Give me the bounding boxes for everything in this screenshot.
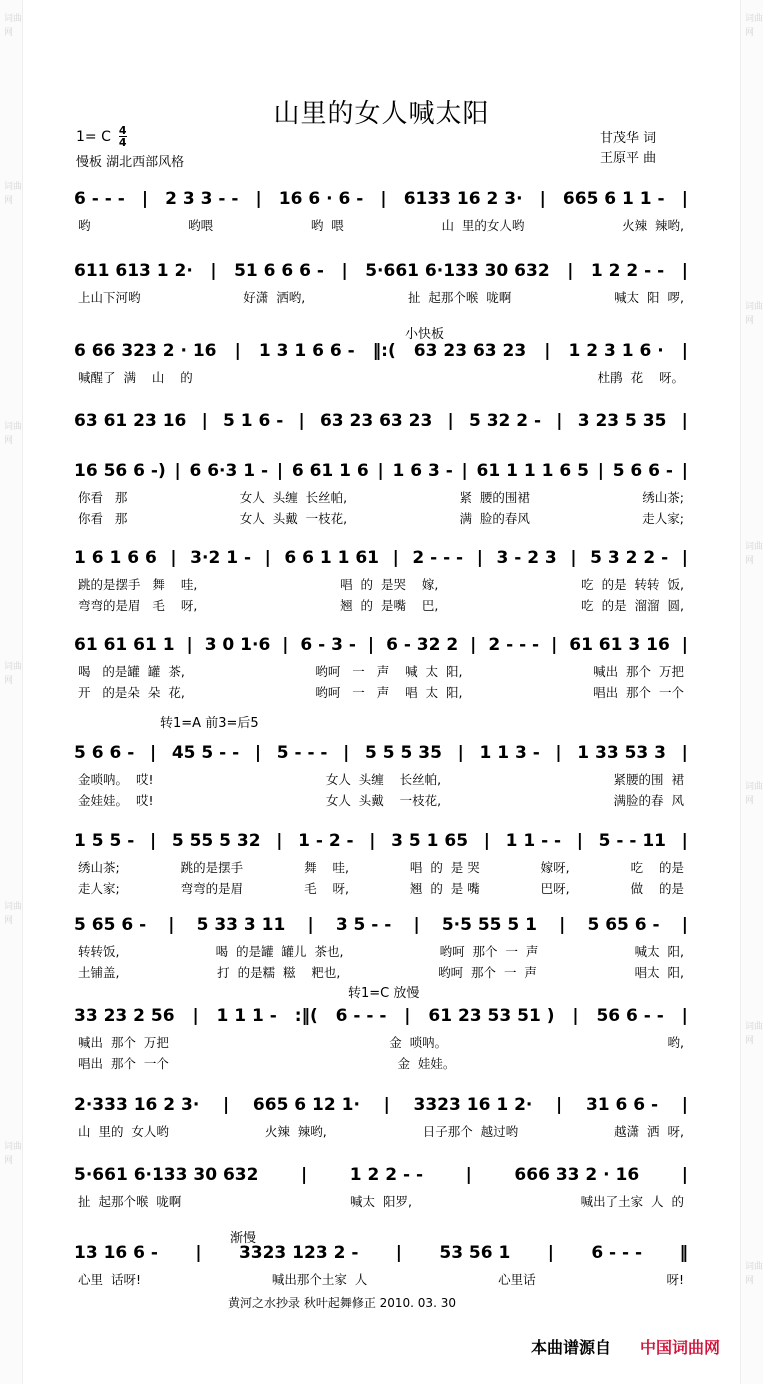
measure: 5 - - 11 [598, 831, 667, 851]
barline: | [681, 461, 688, 481]
measure: 5 55 5 32 [171, 831, 261, 851]
barline: | [307, 915, 314, 935]
lyricist: 甘茂华 词 [600, 131, 657, 146]
lyric-phrase: 哟 [78, 218, 91, 233]
measure: 3323 16 1 2· [413, 1095, 533, 1115]
measure: 666 33 2 · 16 [514, 1165, 640, 1185]
key-signature [76, 125, 127, 148]
measure: 5 6 6 - [74, 743, 135, 763]
measure: 3 5 - - [335, 915, 392, 935]
lyric-phrase: 火辣 辣哟, [622, 218, 684, 233]
lyric-phrase: 满 脸的春风 [459, 511, 530, 526]
measure: 1 2 2 - - [590, 261, 665, 281]
measure: 13 16 6 - [74, 1243, 158, 1263]
barline: | [461, 461, 468, 481]
right-watermark-strip [740, 0, 763, 1384]
barline: | [576, 831, 583, 851]
notation-row [74, 1162, 688, 1188]
score-system-6 [74, 545, 688, 615]
barline: | [597, 461, 604, 481]
lyric-phrase: 弯弯的是眉 [180, 881, 244, 896]
measure: 1 1 1 - [216, 1006, 277, 1026]
measure: 33 23 2 56 [74, 1006, 175, 1026]
measure: 3 23 5 35 [577, 411, 667, 431]
measure: 56 6 - - [596, 1006, 664, 1026]
barline: | [404, 1006, 411, 1026]
barline: | [149, 831, 157, 851]
lyric-phrase: 跳的是摆手 [180, 860, 244, 875]
measure: 665 6 12 1· [252, 1095, 360, 1115]
barline: | [264, 548, 271, 568]
lyric-phrase: 女人 头缠 长丝帕, [325, 772, 442, 787]
lyric-phrase: 土铺盖, [78, 965, 120, 980]
barline: | [551, 635, 558, 655]
notation-row [74, 338, 688, 364]
notation-row [74, 828, 688, 854]
site-name: 中国词曲网 [640, 1338, 721, 1357]
notation-row [74, 1240, 688, 1266]
lyrics-verse-2 [74, 596, 688, 614]
barline: | [301, 1165, 308, 1185]
barline: :‖( [294, 1006, 318, 1026]
barline: | [447, 411, 454, 431]
measure: 6 66 323 2 · 16 [74, 341, 217, 361]
lyric-phrase: 金娃娃。 哎! [78, 793, 154, 808]
measure: 6 6·3 1 - [189, 461, 269, 481]
barline: | [681, 341, 688, 361]
measure: 665 6 1 1 - [562, 189, 665, 209]
lyric-phrase: 哟呵 一 声 喊 太 阳, [315, 664, 463, 679]
measure: 5 65 6 - [74, 915, 147, 935]
barline: | [556, 1095, 563, 1115]
lyric-phrase: 翘 的 是 嘴 [409, 881, 480, 896]
watermark-5: 词曲网 [4, 902, 23, 926]
measure: 31 6 6 - [585, 1095, 659, 1115]
lyric-phrase: 毛 呀, [304, 881, 349, 896]
watermark-10: 词曲网 [745, 782, 763, 806]
measure: 1 6 3 - [392, 461, 453, 481]
lyric-phrase: 吃 的是 转转 饭, [581, 577, 684, 592]
barline: | [681, 189, 688, 209]
measure: 6 - 3 - [300, 635, 356, 655]
lyrics-verse-2 [74, 791, 688, 809]
barline: | [539, 189, 546, 209]
measure: 1 3 1 6 6 - [258, 341, 355, 361]
lyric-phrase: 日子那个 越过哟 [422, 1124, 519, 1139]
barline: | [223, 1095, 230, 1115]
lyric-phrase: 唱太 阳, [634, 965, 684, 980]
lyric-phrase: 开 的是朵 朵 花, [78, 685, 185, 700]
lyric-phrase: 跳的是摆手 舞 哇, [78, 577, 198, 592]
measure: 6133 16 2 3· [403, 189, 523, 209]
barline: | [570, 548, 577, 568]
barline: | [141, 189, 149, 209]
barline: | [681, 635, 688, 655]
measure: 6 6 1 1 61 [284, 548, 380, 568]
watermark-11: 词曲网 [745, 1022, 763, 1046]
barline: | [170, 548, 177, 568]
lyric-phrase: 越潇 洒 呀, [614, 1124, 684, 1139]
measure: 61 1 1 1 6 5 [476, 461, 589, 481]
measure: 63 23 63 23 [319, 411, 433, 431]
barline: | [367, 635, 375, 655]
notation-row [74, 1092, 688, 1118]
measure: 5 32 2 - [468, 411, 542, 431]
lyric-phrase: 火辣 辣哟, [264, 1124, 327, 1139]
measure: 3·2 1 - [190, 548, 252, 568]
tempo-change-1: 小快板 [405, 327, 445, 342]
measure: 1 6 1 6 6 [74, 548, 157, 568]
lyric-phrase: 转转饭, [78, 944, 120, 959]
notation-row [74, 545, 688, 571]
lyric-phrase: 喊太 阳罗, [350, 1194, 412, 1209]
measure: 5 - - - [276, 743, 328, 763]
lyric-phrase: 你看 那 [78, 511, 128, 526]
barline: | [343, 743, 350, 763]
lyric-phrase: 扯 起那个喉 咙啊 [78, 1194, 182, 1209]
lyrics-verse-1 [74, 575, 688, 593]
lyric-phrase: 喝 的是罐 罐 茶, [78, 664, 185, 679]
measure: 6 - 32 2 [386, 635, 459, 655]
lyric-phrase: 走人家; [78, 881, 120, 896]
lyric-phrase: 唱 的 是 哭 [409, 860, 480, 875]
watermark-7: 词曲网 [745, 14, 763, 38]
measure: 6 61 1 6 [291, 461, 369, 481]
lyric-phrase: 绣山茶; [78, 860, 120, 875]
barline: | [547, 1243, 554, 1263]
lyric-phrase: 绣山茶; [642, 490, 684, 505]
lyrics-verse-1 [74, 858, 688, 876]
lyric-phrase: 唱出 那个 一个 [78, 1056, 169, 1071]
watermark-9: 词曲网 [745, 542, 763, 566]
barline: | [282, 635, 289, 655]
barline: | [201, 411, 208, 431]
barline: | [559, 915, 566, 935]
notation-row [74, 912, 688, 938]
lyric-phrase: 心里 话呀! [78, 1272, 141, 1287]
barline: | [255, 189, 262, 209]
measure: 51 6 6 6 - [234, 261, 324, 281]
barline: | [174, 461, 181, 481]
score-system-7 [74, 632, 688, 702]
lyrics-verse-1 [74, 1192, 688, 1210]
barline: | [457, 743, 464, 763]
lyric-phrase: 打 的是糯 糍 粑也, [217, 965, 341, 980]
lyrics-verse-1 [74, 942, 688, 960]
measure: 1 1 - - [505, 831, 562, 851]
lyric-phrase: 唱 的 是哭 嫁, [340, 577, 439, 592]
transcriber-note: 黄河之水抄录 秋叶起舞修正 2010. 03. 30 [228, 1296, 456, 1310]
lyric-phrase: 呀! [666, 1272, 684, 1287]
lyric-phrase: 唱出 那个 一个 [593, 685, 684, 700]
barline: | [681, 411, 688, 431]
barline: | [681, 548, 688, 568]
score-system-9 [74, 828, 688, 898]
measure: 5·661 6·133 30 632 [74, 1165, 259, 1185]
barline: | [234, 341, 241, 361]
measure: 2 - - - [488, 635, 540, 655]
lyric-phrase: 喊出了土家 人 的 [580, 1194, 684, 1209]
measure: 2 3 3 - - [165, 189, 239, 209]
watermark-3: 词曲网 [4, 422, 23, 446]
source-label: 本曲谱源自 [531, 1338, 612, 1357]
measure: 5·5 55 5 1 [441, 915, 537, 935]
lyric-phrase: 哟呵 那个 一 声 [438, 965, 537, 980]
barline: | [392, 548, 399, 568]
barline: | [681, 1095, 688, 1115]
barline: | [395, 1243, 402, 1263]
measure: 1 33 53 3 [577, 743, 667, 763]
barline: | [681, 1165, 688, 1185]
lyric-phrase: 做 的是 [630, 881, 684, 896]
score-system-5 [74, 458, 688, 528]
measure: 16 6 · 6 - [278, 189, 364, 209]
lyric-phrase: 喊太 阳, [634, 944, 684, 959]
lyric-phrase: 喊太 阳 啰, [614, 290, 684, 305]
lyric-phrase: 哟呵 那个 一 声 [439, 944, 539, 959]
barline: | [149, 743, 157, 763]
lyric-phrase: 喊出 那个 万把 [593, 664, 684, 679]
tempo-style: 慢板 湖北西部风格 [76, 155, 185, 170]
barline: | [681, 915, 688, 935]
measure: 5·661 6·133 30 632 [365, 261, 550, 281]
measure: 2 - - - [412, 548, 464, 568]
time-signature [119, 125, 127, 148]
notation-row [74, 258, 688, 284]
measure: 5 5 5 35 [365, 743, 442, 763]
measure: 2·333 16 2 3· [74, 1095, 200, 1115]
measure: 16 56 6 -) [74, 461, 166, 481]
lyrics-verse-1 [74, 662, 688, 680]
barline: ‖ [679, 1243, 688, 1263]
barline: | [556, 411, 563, 431]
time-signature-bottom: 4 [118, 136, 127, 149]
lyrics-verse-2 [74, 963, 688, 981]
lyrics-verse-2 [74, 879, 688, 897]
key-label: 1= C [76, 128, 111, 145]
measure: 5 3 2 2 - [590, 548, 669, 568]
lyrics-verse-1 [74, 1270, 688, 1288]
time-signature-top: 4 [118, 124, 127, 137]
notation-row [74, 408, 688, 434]
score-system-13 [74, 1162, 688, 1212]
score-system-11 [74, 1003, 688, 1073]
lyric-phrase: 心里话 [498, 1272, 536, 1287]
measure: 3 - 2 3 [496, 548, 557, 568]
lyrics-verse-1 [74, 770, 688, 788]
lyric-phrase: 山 里的 女人哟 [78, 1124, 169, 1139]
lyric-phrase: 吃 的是 [630, 860, 684, 875]
barline: | [470, 635, 477, 655]
watermark-2: 词曲网 [4, 182, 23, 206]
barline: | [681, 831, 688, 851]
lyric-phrase: 喝 的是罐 罐儿 茶也, [215, 944, 344, 959]
barline: ‖:( [372, 341, 396, 361]
lyrics-verse-1 [74, 1033, 688, 1051]
lyric-phrase: 喊出那个土家 人 [271, 1272, 368, 1287]
score-system-3 [74, 338, 688, 388]
measure: 61 23 53 51 ) [428, 1006, 555, 1026]
lyric-phrase: 你看 那 [78, 490, 128, 505]
lyric-phrase: 紧腰的围 裙 [613, 772, 684, 787]
measure: 63 61 23 16 [74, 411, 187, 431]
barline: | [192, 1006, 199, 1026]
measure: 6 - - - [335, 1006, 387, 1026]
notation-row [74, 632, 688, 658]
barline: | [369, 831, 376, 851]
watermark-12: 词曲网 [745, 1262, 763, 1286]
measure: 5 1 6 - [223, 411, 284, 431]
watermark-6: 词曲网 [4, 1142, 23, 1166]
measure: 1 2 2 - - [349, 1165, 424, 1185]
song-title: 山里的女人喊太阳 [273, 99, 490, 129]
lyrics-verse-2 [74, 683, 688, 701]
tempo-change-2: 渐慢 [230, 1231, 257, 1246]
lyric-phrase: 吃 的是 溜溜 圆, [581, 598, 684, 613]
lyric-phrase: 扯 起那个喉 咙啊 [407, 290, 512, 305]
lyrics-verse-1 [74, 288, 688, 306]
lyric-phrase: 满脸的春 风 [613, 793, 684, 808]
barline: | [476, 548, 483, 568]
measure: 5 33 3 11 [196, 915, 286, 935]
lyric-phrase: 喊醒了 满 山 的 [78, 370, 193, 385]
measure: 6 - - - [591, 1243, 643, 1263]
measure: 45 5 - - [171, 743, 240, 763]
lyric-phrase: 巴呀, [540, 881, 570, 896]
measure: 3 0 1·6 [204, 635, 271, 655]
watermark-4: 词曲网 [4, 662, 23, 686]
measure: 61 61 3 16 [569, 635, 670, 655]
barline: | [483, 831, 490, 851]
lyric-phrase: 哟喂 [188, 218, 214, 233]
barline: | [298, 411, 305, 431]
score-system-2 [74, 258, 688, 308]
measure: 6 - - - [74, 189, 125, 209]
barline: | [681, 261, 688, 281]
barline: | [383, 1095, 390, 1115]
lyric-phrase: 哟, [667, 1035, 684, 1050]
lyric-phrase: 女人 头戴 一枝花, [325, 793, 442, 808]
barline: | [555, 743, 562, 763]
measure: 3 5 1 65 [391, 831, 469, 851]
lyric-phrase: 哟 喂 [310, 218, 344, 233]
barline: | [168, 915, 175, 935]
barline: | [380, 189, 387, 209]
score-system-1 [74, 186, 688, 236]
score-system-12 [74, 1092, 688, 1142]
notation-row [74, 458, 688, 484]
measure: 611 613 1 2· [74, 261, 193, 281]
watermark-8: 词曲网 [745, 302, 763, 326]
lyric-phrase: 走人家; [642, 511, 684, 526]
barline: | [195, 1243, 202, 1263]
lyric-phrase: 金 娃娃。 [397, 1056, 456, 1071]
measure: 1 5 5 - [74, 831, 135, 851]
notation-row [74, 740, 688, 766]
measure: 5 65 6 - [587, 915, 660, 935]
measure: 1 - 2 - [298, 831, 354, 851]
lyric-phrase: 翘 的 是嘴 巴, [340, 598, 439, 613]
lyric-phrase: 金 唢呐。 [389, 1035, 448, 1050]
lyric-phrase: 哟呵 一 声 唱 太 阳, [315, 685, 463, 700]
score-system-10 [74, 912, 688, 982]
watermark-1: 词曲网 [4, 14, 23, 38]
lyrics-verse-1 [74, 216, 688, 234]
lyrics-verse-1 [74, 488, 688, 506]
score-system-14 [74, 1240, 688, 1290]
measure: 5 6 6 - [612, 461, 673, 481]
modulation-1: 转1=A 前3=后5 [160, 716, 259, 731]
barline: | [413, 915, 420, 935]
barline: | [567, 261, 574, 281]
notation-row [74, 1003, 688, 1029]
lyrics-verse-2 [74, 1054, 688, 1072]
barline: | [377, 461, 384, 481]
modulation-2: 转1=C 放慢 [348, 986, 420, 1001]
lyric-phrase: 山 里的女人哟 [441, 218, 525, 233]
lyric-phrase: 上山下河哟 [78, 290, 141, 305]
barline: | [544, 341, 551, 361]
measure: 61 61 61 1 [74, 635, 175, 655]
notation-row [74, 186, 688, 212]
measure: 63 23 63 23 [413, 341, 527, 361]
barline: | [465, 1165, 472, 1185]
lyric-phrase: 嫁呀, [540, 860, 570, 875]
lyric-phrase: 紧 腰的围裙 [459, 490, 530, 505]
barline: | [341, 261, 348, 281]
left-watermark-strip [0, 0, 23, 1384]
measure: 3323 123 2 - [238, 1243, 359, 1263]
lyrics-verse-1 [74, 368, 688, 386]
lyrics-verse-2 [74, 509, 688, 527]
score-system-4 [74, 408, 688, 458]
lyric-phrase: 弯弯的是眉 毛 呀, [78, 598, 198, 613]
barline: | [186, 635, 193, 655]
lyric-phrase: 女人 头缠 长丝帕, [239, 490, 348, 505]
lyric-phrase: 金唢呐。 哎! [78, 772, 154, 787]
barline: | [681, 1006, 688, 1026]
barline: | [276, 831, 283, 851]
barline: | [681, 743, 688, 763]
barline: | [210, 261, 217, 281]
lyric-phrase: 好潇 洒哟, [243, 290, 306, 305]
measure: 53 56 1 [439, 1243, 511, 1263]
lyric-phrase: 喊出 那个 万把 [78, 1035, 169, 1050]
lyrics-verse-1 [74, 1122, 688, 1140]
composer: 王原平 曲 [600, 151, 657, 166]
lyric-phrase: 舞 哇, [304, 860, 349, 875]
barline: | [572, 1006, 579, 1026]
measure: 1 2 3 1 6 · [568, 341, 664, 361]
score-system-8 [74, 740, 688, 810]
lyric-phrase: 杜鹃 花 呀。 [597, 370, 684, 385]
lyric-phrase: 女人 头戴 一枝花, [239, 511, 348, 526]
barline: | [254, 743, 262, 763]
barline: | [276, 461, 284, 481]
measure: 1 1 3 - [479, 743, 540, 763]
